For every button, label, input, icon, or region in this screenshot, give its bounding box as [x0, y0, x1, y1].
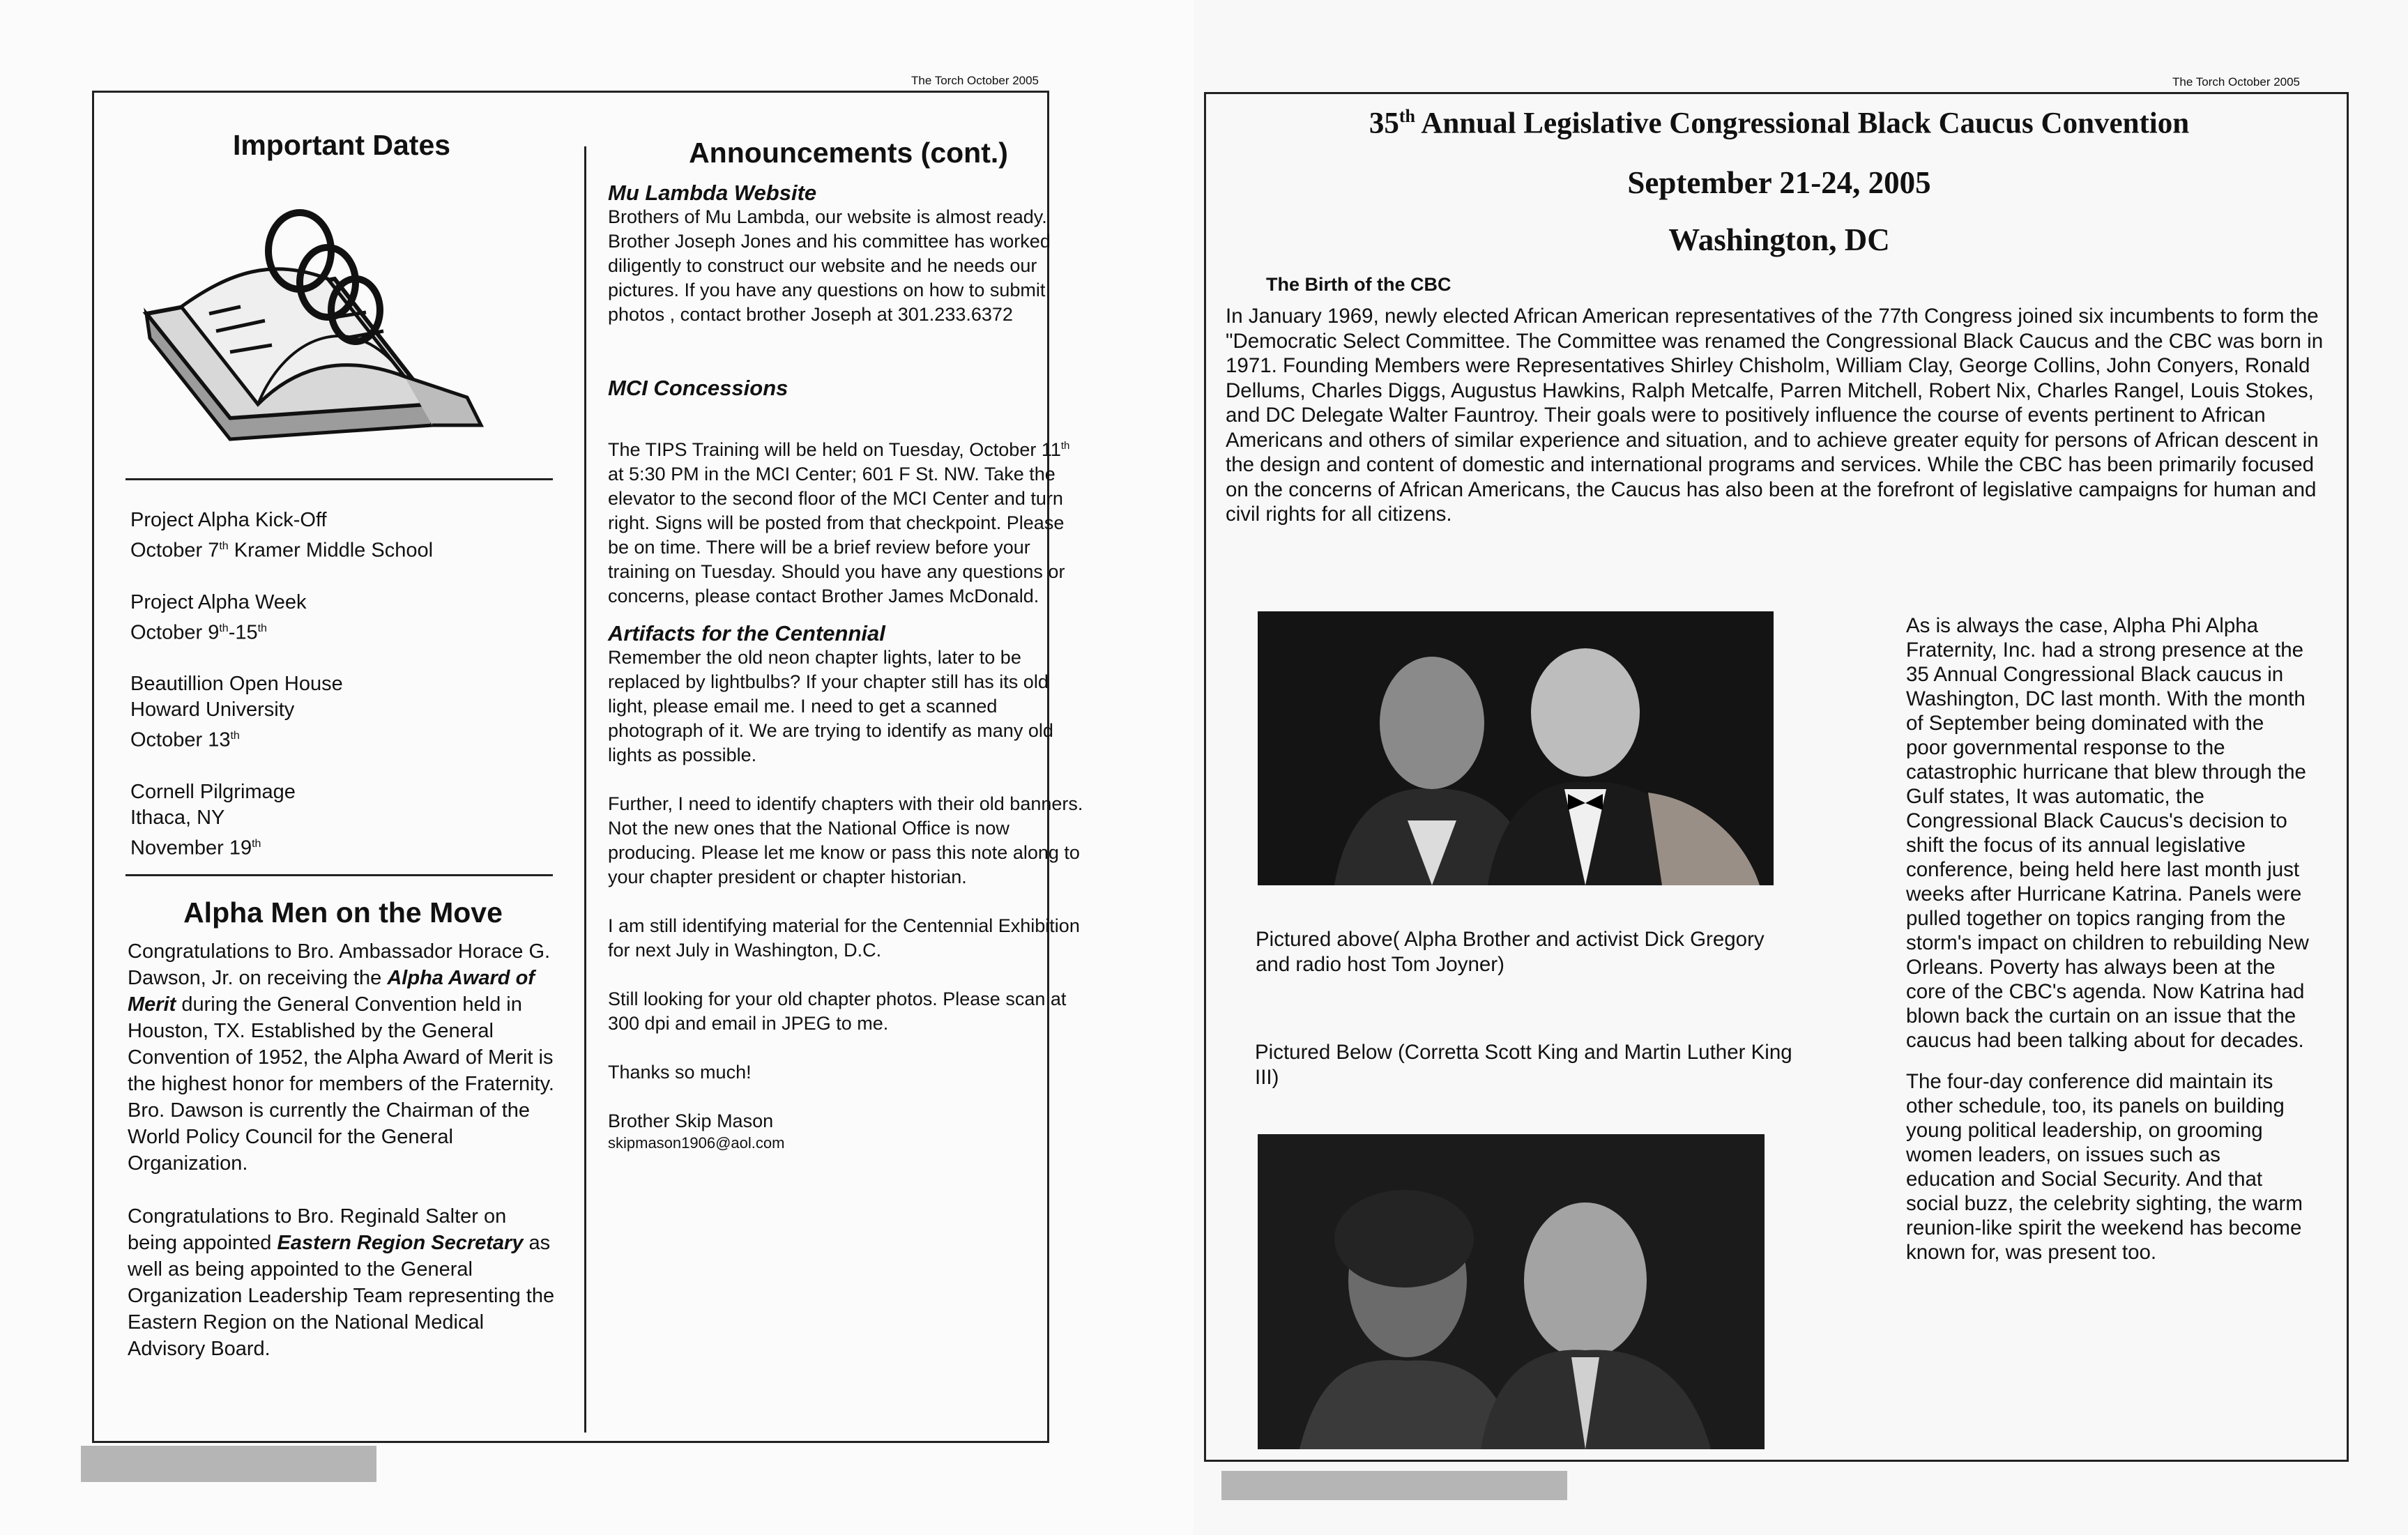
side-paragraph-1: As is always the case, Alpha Phi Alpha Fraternity, Inc. had a strong presence at the 35 Annual Congressional Black caucus in Washington, DC last month. With the month of September being dominated with the poor governmental response to the catastrophic hurricane that blew through the Gulf states, It was automatic, the Congressional Black Caucus's decision to shift the focus of its annual legislative conference, being held here last month just weeks after Hurricane Katrina. Panels were pulled together on topics ranging from the storm's impact on children to rebuilding New Orleans. Poverty has always been at the core of the CBC's agenda. Now Katrina had blown back the curtain on an issue that the caucus had been talking about for decades. [1906, 614, 2309, 1052]
important-dates-section [125, 129, 558, 161]
events-list [130, 507, 556, 862]
event-item: Cornell Pilgrimage Ithaca, NY November 19th [130, 780, 296, 860]
page-header: The Torch October 2005 [2172, 75, 2301, 89]
alpha-men-title: Alpha Men on the Move [183, 896, 503, 929]
birth-text: In January 1969, newly elected African American representatives of the 77th Congress joined six incumbents to form the "Democratic Select Committee. The Committee was renamed the Congressional Black Caucus and the CBC was born in 1971. Founding Members were Representatives Shirley Chisholm, William Clay, George Collins, John Conyers, Ronald Dellums, Charles Diggs, Augustus Hawkins, Ralph Metcalfe, Parren Mitchell, Robert Nix, Charles Rangel, Louis Stokes, and DC Delegate Walter Fauntroy. Their goals were to positively influence the course of events pertinent to African Americans and others of similar experience and situation, and to achieve greater equity for persons of African descent in the design and content of domestic and international programs and services. While the CBC has been primarily focused on the concerns of African Americans, the Caucus has also been at the forefront of legislative campaigns for human and civil rights for all citizens. [1226, 305, 2324, 526]
artifacts-text-3: I am still identifying material for the Centennial Exhibition for next July in Washington, D.C. [608, 915, 1080, 961]
artifacts-text-1: Remember the old neon chapter lights, later to be replaced by lightbulbs? If your chapter still has its old light, please email me. I need to get a scanned photograph of it. We are trying to identify as many old lights as possible. [608, 647, 1053, 765]
calendar-illustration [125, 195, 558, 474]
event-item: Project Alpha Week October 9th-15th [130, 590, 307, 644]
right-page [1194, 0, 2408, 1535]
signature: Brother Skip Mason [608, 1110, 774, 1131]
thanks-text: Thanks so much! [608, 1062, 752, 1083]
artifacts-text-2: Further, I need to identify chapters with their old banners. Not the new ones that the National Office is now producing. Please let me know or pass this note along to your chapter president or chapter historian. [608, 793, 1083, 887]
event-item: Beautillion Open House Howard University October 13th [130, 673, 343, 751]
announcements-section [608, 137, 1089, 1153]
announcements-title: Announcements (cont.) [689, 137, 1008, 169]
mci-text: The TIPS Training will be held on Tuesday, October 11th at 5:30 PM in the MCI Center; 601 F St. NW. Take the elevator to the second floor of the MCI Center and turn right. Signs will be posted from that checkpoint. Please be on time. There will be a brief review before your training on Tuesday. Should you have any questions or concerns, please contact Brother James McDonald. [608, 439, 1070, 606]
photo-dick-gregory-tom-joyner [1258, 611, 1774, 885]
dates-bottom-rule [125, 874, 553, 876]
calendar-binder-icon [125, 195, 558, 474]
side-article [1906, 613, 2310, 1265]
photo-coretta-king-mlk-iii [1258, 1134, 1765, 1449]
gray-footer-bar [81, 1446, 376, 1482]
convention-dates: September 21-24, 2005 [1627, 165, 1931, 200]
column-divider [584, 146, 586, 1433]
artifacts-heading: Artifacts for the Centennial [608, 621, 885, 646]
mci-heading: MCI Concessions [608, 376, 788, 400]
left-page [0, 0, 1194, 1535]
email-link[interactable]: skipmason1906@aol.com [608, 1134, 785, 1152]
caption-above: Pictured above( Alpha Brother and activist Dick Gregory and radio host Tom Joyner) [1256, 928, 1765, 976]
event-item: Project Alpha Kick-Off October 7th Kramer Middle School [130, 509, 434, 562]
website-heading: Mu Lambda Website [608, 181, 817, 205]
website-text: Brothers of Mu Lambda, our website is almost ready. Brother Joseph Jones and his committee has worked diligently to construct our website and he needs our pictures. If you have any questions on how to submit photos , contact brother Joseph at 301.233.6372 [608, 206, 1051, 325]
dates-top-rule [125, 478, 553, 480]
salter-paragraph: Congratulations to Bro. Reginald Salter on being appointed Eastern Region Secretary as well as being appointed to the General Organization Leadership Team representing the Eastern Region on the National Medical Advisory Board. [128, 1205, 555, 1360]
important-dates-title: Important Dates [232, 129, 451, 161]
birth-heading: The Birth of the CBC [1266, 274, 1451, 295]
convention-location: Washington, DC [1668, 222, 1890, 257]
gray-footer-bar [1221, 1471, 1567, 1500]
convention-title: 35th Annual Legislative Congressional Black Caucus Convention [1369, 106, 2190, 140]
artifacts-text-4: Still looking for your old chapter photos. Please scan at 300 dpi and email in JPEG to me. [608, 988, 1067, 1034]
side-paragraph-2: The four-day conference did maintain its other schedule, too, its panels on building young political leadership, on grooming women leaders, on issues such as education and Social Security. And that social buzz, the celebrity sighting, the warm reunion-like spirit the weekend has become known for, was present too. [1906, 1070, 2303, 1264]
caption-below: Pictured Below (Corretta Scott King and Martin Luther King III) [1255, 1041, 1792, 1089]
alpha-men-section [128, 896, 558, 1362]
page-header: The Torch October 2005 [911, 74, 1039, 87]
dawson-paragraph: Congratulations to Bro. Ambassador Horace G. Dawson, Jr. on receiving the Alpha Award of Merit during the General Convention held in Houston, TX. Established by the General Convention of 1952, the Alpha Award of Merit is the highest honor for members of the Fraternity. Bro. Dawson is currently the Chairman of the World Policy Council for the General Organization. [128, 940, 554, 1175]
